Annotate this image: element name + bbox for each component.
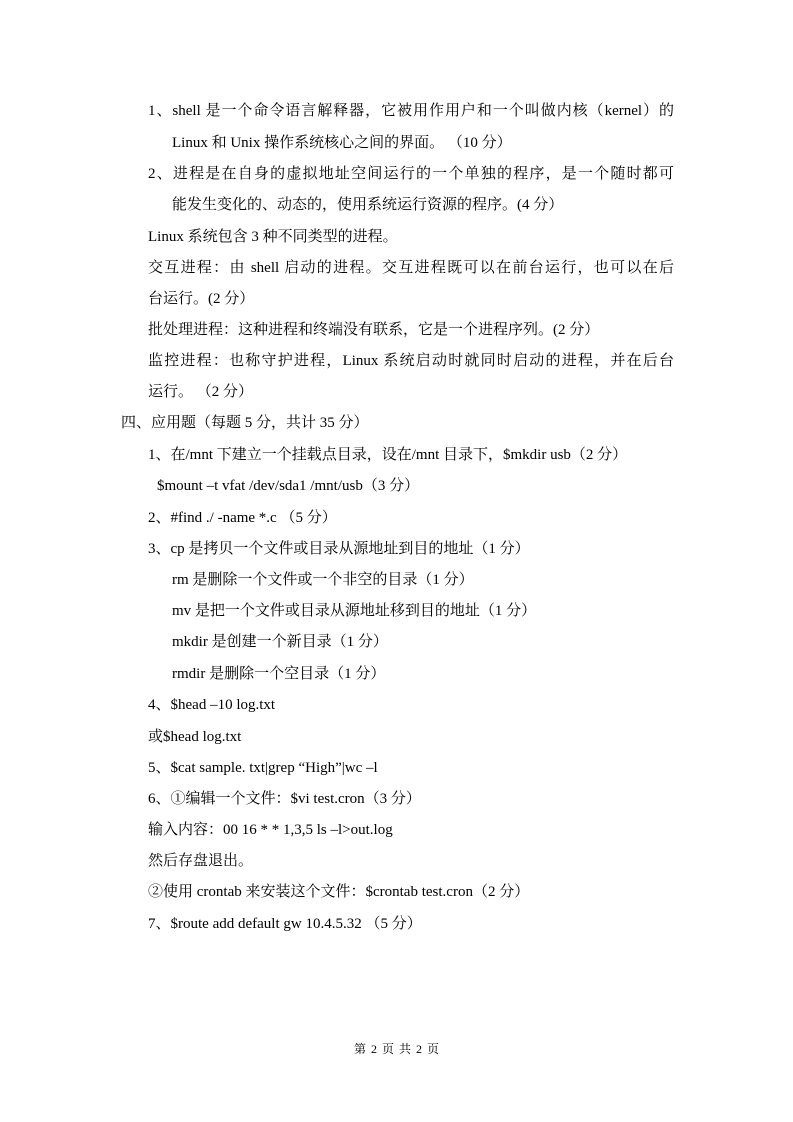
answer-line-23: 6、①编辑一个文件：$vi test.cron（3 分） xyxy=(148,791,421,807)
answer-line-13: $mount –t vfat /dev/sda1 /mnt/usb（3 分） xyxy=(157,478,420,494)
answer-line-2: Linux 和 Unix 操作系统核心之间的界面。 （10 分） xyxy=(172,135,512,151)
answer-line-14: 2、#find ./ -name *.c （5 分） xyxy=(148,510,337,526)
answer-line-27: 7、$route add default gw 10.4.5.32 （5 分） xyxy=(148,916,422,932)
answer-line-5: Linux 系统包含 3 种不同类型的进程。 xyxy=(148,229,398,245)
answer-line-19: rmdir 是删除一个空目录（1 分） xyxy=(172,666,386,682)
answer-line-18: mkdir 是创建一个新目录（1 分） xyxy=(172,634,388,650)
answer-line-22: 5、$cat sample. txt|grep “High”|wc –l xyxy=(148,760,378,776)
answer-line-20: 4、$head –10 log.txt xyxy=(148,697,276,713)
page-footer: 第 2 页 共 2 页 xyxy=(353,1042,439,1056)
answer-line-1: 1、shell 是一个命令语言解释器，它被用作用户和一个叫做内核（kernel）的 xyxy=(148,103,674,119)
section-heading: 四、应用题（每题 5 分，共计 35 分） xyxy=(121,415,369,431)
answer-line-7: 台运行。(2 分） xyxy=(148,291,255,307)
answer-line-8: 批处理进程：这种进程和终端没有联系，它是一个进程序列。(2 分） xyxy=(148,322,600,338)
answer-line-17: mv 是把一个文件或目录从源地址移到目的地址（1 分） xyxy=(172,603,537,619)
answer-line-6: 交互进程：由 shell 启动的进程。交互进程既可以在前台运行，也可以在后 xyxy=(148,260,674,276)
answer-line-24: 输入内容：00 16 * * 1,3,5 ls –l>out.log xyxy=(148,822,393,838)
answer-line-12: 1、在/mnt 下建立一个挂载点目录，设在/mnt 目录下，$mkdir usb（2 分） xyxy=(148,447,628,463)
answer-line-10: 运行。 （2 分） xyxy=(148,384,254,400)
answer-line-9: 监控进程：也称守护进程，Linux 系统启动时就同时启动的进程，并在后台 xyxy=(148,353,674,369)
answer-line-16: rm 是删除一个文件或一个非空的目录（1 分） xyxy=(172,572,474,588)
answer-line-15: 3、cp 是拷贝一个文件或目录从源地址到目的地址（1 分） xyxy=(148,541,530,557)
answer-line-26: ②使用 crontab 来安装这个文件：$crontab test.cron（2 分） xyxy=(148,884,530,900)
answer-line-21: 或$head log.txt xyxy=(148,729,242,745)
answer-line-3: 2、进程是在自身的虚拟地址空间运行的一个单独的程序，是一个随时都可 xyxy=(148,166,674,182)
answer-line-4: 能发生变化的、动态的，使用系统运行资源的程序。(4 分） xyxy=(172,197,564,213)
answer-line-25: 然后存盘退出。 xyxy=(148,853,254,869)
